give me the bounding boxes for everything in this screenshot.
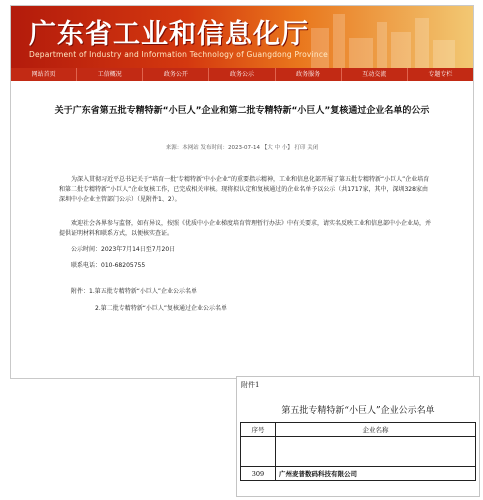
article-title: 关于广东省第五批专精特新“小巨人”企业和第二批专精特新“小巨人”复核通过企业名单的公示	[54, 106, 430, 116]
column-header-company: 企业名称	[276, 423, 476, 437]
article-meta: 来源：本网站 发布时间：2023-07-14 【大 中 小】 打印 关闭	[165, 145, 319, 151]
site-title: 广东省工业和信息化厅	[29, 19, 309, 50]
column-header-number: 序号	[241, 423, 276, 437]
nav-item-home[interactable]: 网站首页	[11, 68, 77, 81]
site-subtitle: Department of Industry and Information Technology of Guangdong Province	[29, 50, 328, 59]
row-number: 309	[241, 467, 276, 481]
nav-item-interaction[interactable]: 互动交流	[342, 68, 408, 81]
contact-phone: 联系电话：010-68205755	[71, 262, 146, 269]
nav-item-notices[interactable]: 政务公示	[209, 68, 275, 81]
row-company-name: 广州麦普数码科技有限公司	[276, 467, 476, 481]
main-nav	[11, 68, 473, 81]
notice-period: 公示时间：2023年7月14日至7月20日	[71, 246, 176, 253]
attachment-1-link[interactable]: 附件：1.第五批专精特新“小巨人”企业公示名单	[71, 288, 197, 295]
nav-item-overview[interactable]: 工信概况	[77, 68, 143, 81]
web-page-screenshot	[10, 5, 474, 379]
table-row	[241, 467, 476, 481]
table-header-row	[241, 423, 476, 437]
nav-item-gov-info[interactable]: 政务公开	[143, 68, 209, 81]
attachment-2-link[interactable]: 2.第二批专精特新“小巨人”复核通过企业公示名单	[95, 305, 227, 312]
article-body: 欢迎社会各界参与监督，如有异议，按照《优质中小企业梯度培育管理暂行办法》中有关要求，请实名反映工业和信息部中小企业局，并提供证明材料和联系方式，以便核实查证。	[59, 220, 432, 237]
nav-item-services[interactable]: 政务服务	[276, 68, 342, 81]
site-banner	[11, 6, 473, 68]
table-row-blank	[241, 437, 476, 467]
company-table	[240, 422, 476, 481]
attachment-label: 附件1	[241, 381, 260, 389]
attachment-preview	[236, 376, 480, 497]
article-intro: 为深入贯彻习近平总书记关于“培育一批‘专精特新’中小企业”的重要指示精神，工业和信息化部开展了第五批专精特新“小巨人”企业培育和第二批专精特新“小巨人”企业复核工作，已完成相关审核。现将拟认定和复核通过的企业名单予以公示（共1717家，其中，深圳328家由深圳中小企业主管部门公示）（见附件1、2）。	[59, 176, 430, 203]
attachment-title: 第五批专精特新“小巨人”企业公示名单	[281, 406, 435, 416]
nav-item-topics[interactable]: 专题专栏	[428, 71, 453, 78]
article	[11, 81, 473, 378]
